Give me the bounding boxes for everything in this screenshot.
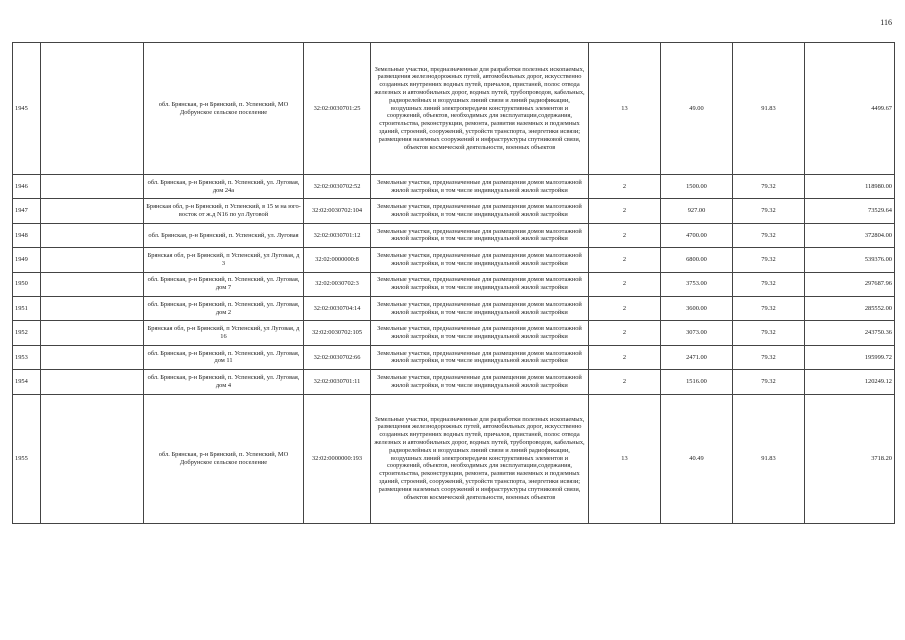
rate-cell: 79.32: [733, 370, 805, 394]
table-row: [13, 370, 895, 394]
cadastral-value-cell: 73529.64: [805, 199, 895, 223]
area-cell: 1500.00: [661, 175, 733, 199]
address-cell: обл. Брянская, р-н Брянский, п. Успенский, ул. Луговая, дом 11: [144, 345, 304, 369]
permitted-use-cell: Земельные участки, предназначенные для разработки полезных ископаемых, размещения железнодорожных путей, автомобильных дорог, искусственно созданных внутренних водных путей, причалов, пристаней, полос отвода железных и автомобильных дорог, водных путей, трубопроводов, кабельных, радиорелейных и воздушных линий связи и линий радиофикации, воздушных линий электропередачи конструктивных элементов и сооружений, объектов, необходимых для эксплуатации,содержания, строительства, реконструкции, ремонта, развития наземных и подземных зданий, строений, сооружений, устройств транспорта, энергетики исвязи; размещения наземных сооружений и инфраструктуры спутниковой связи, объектов космической деятельности, военных объектов: [371, 394, 589, 523]
cadastral-number-cell: 32:02:0030701:11: [304, 370, 371, 394]
cadastral-value-cell: 539376.00: [805, 248, 895, 272]
cadastral-number-cell: 32:02:0000000:193: [304, 394, 371, 523]
permitted-use-cell: Земельные участки, предназначенные для размещения домов малоэтажной жилой застройки, в том числе индивидуальной жилой застройки: [371, 175, 589, 199]
permitted-use-cell: Земельные участки, предназначенные для разработки полезных ископаемых, размещения железнодорожных путей, автомобильных дорог, искусственно созданных внутренних водных путей, причалов, пристаней, полос отвода железных и автомобильных дорог, водных путей, трубопроводов, кабельных, радиорелейных и воздушных линий связи и линий радиофикации, воздушных линий электропередачи конструктивных элементов и сооружений, объектов, необходимых для эксплуатации,содержания, строительства, реконструкции, ремонта, развития наземных и подземных зданий, строений, сооружений, устройств транспорта, энергетики исвязи; размещения наземных сооружений и инфраструктуры спутниковой связи, объектов космической деятельности, военных объектов: [371, 43, 589, 175]
cadastral-value-cell: 120249.12: [805, 370, 895, 394]
row-number: 1950: [13, 272, 41, 296]
row-number: 1949: [13, 248, 41, 272]
rate-cell: 79.32: [733, 199, 805, 223]
category-cell: 2: [589, 370, 661, 394]
category-cell: 2: [589, 223, 661, 247]
cadastral-number-cell: 32:02:0030702:104: [304, 199, 371, 223]
cadastral-value-cell: 243750.36: [805, 321, 895, 345]
address-cell: обл. Брянская, р-н Брянский, п. Успенский, МО Добрунское сельское поселение: [144, 394, 304, 523]
table-row: [13, 43, 895, 175]
row-number: 1948: [13, 223, 41, 247]
address-cell: обл. Брянская, р-н Брянский, п. Успенский, ул. Луговая: [144, 223, 304, 247]
blank-cell: [41, 199, 144, 223]
rate-cell: 79.32: [733, 321, 805, 345]
cadastral-value-cell: 3718.20: [805, 394, 895, 523]
category-cell: 2: [589, 272, 661, 296]
blank-cell: [41, 394, 144, 523]
table-row: [13, 321, 895, 345]
rate-cell: 79.32: [733, 248, 805, 272]
permitted-use-cell: Земельные участки, предназначенные для размещения домов малоэтажной жилой застройки, в том числе индивидуальной жилой застройки: [371, 272, 589, 296]
address-cell: обл. Брянская, р-н Брянский, п. Успенский, ул. Луговая, дом 4: [144, 370, 304, 394]
cadastral-value-cell: 118980.00: [805, 175, 895, 199]
row-number: 1954: [13, 370, 41, 394]
permitted-use-cell: Земельные участки, предназначенные для размещения домов малоэтажной жилой застройки, в том числе индивидуальной жилой застройки: [371, 248, 589, 272]
blank-cell: [41, 296, 144, 320]
category-cell: 13: [589, 394, 661, 523]
category-cell: 2: [589, 345, 661, 369]
area-cell: 3600.00: [661, 296, 733, 320]
area-cell: 1516.00: [661, 370, 733, 394]
blank-cell: [41, 248, 144, 272]
rate-cell: 91.83: [733, 394, 805, 523]
table-body: [13, 43, 895, 524]
blank-cell: [41, 272, 144, 296]
permitted-use-cell: Земельные участки, предназначенные для размещения домов малоэтажной жилой застройки, в том числе индивидуальной жилой застройки: [371, 296, 589, 320]
permitted-use-cell: Земельные участки, предназначенные для размещения домов малоэтажной жилой застройки, в том числе индивидуальной жилой застройки: [371, 345, 589, 369]
permitted-use-cell: Земельные участки, предназначенные для размещения домов малоэтажной жилой застройки, в том числе индивидуальной жилой застройки: [371, 370, 589, 394]
row-number: 1946: [13, 175, 41, 199]
rate-cell: 79.32: [733, 175, 805, 199]
blank-cell: [41, 370, 144, 394]
cadastral-number-cell: 32:02:0030701:25: [304, 43, 371, 175]
cadastral-value-cell: 372804.00: [805, 223, 895, 247]
table-row: [13, 248, 895, 272]
page-number: 116: [880, 18, 892, 27]
category-cell: 2: [589, 175, 661, 199]
rate-cell: 79.32: [733, 223, 805, 247]
table-row: [13, 223, 895, 247]
permitted-use-cell: Земельные участки, предназначенные для размещения домов малоэтажной жилой застройки, в том числе индивидуальной жилой застройки: [371, 199, 589, 223]
address-cell: Брянская обл, р-н Брянский, п Успенский, ул Луговая, д 16: [144, 321, 304, 345]
area-cell: 3753.00: [661, 272, 733, 296]
row-number: 1951: [13, 296, 41, 320]
table-row: [13, 175, 895, 199]
table-row: [13, 394, 895, 523]
area-cell: 927.00: [661, 199, 733, 223]
area-cell: 3073.00: [661, 321, 733, 345]
row-number: 1953: [13, 345, 41, 369]
rate-cell: 79.32: [733, 296, 805, 320]
address-cell: обл. Брянская, р-н Брянский, п. Успенский, МО Добрунское сельское поселение: [144, 43, 304, 175]
cadastral-number-cell: 32:02:0030701:12: [304, 223, 371, 247]
cadastral-value-cell: 297687.96: [805, 272, 895, 296]
cadastral-number-cell: 32:02:0030702:66: [304, 345, 371, 369]
category-cell: 2: [589, 199, 661, 223]
table-row: [13, 296, 895, 320]
table-row: [13, 345, 895, 369]
blank-cell: [41, 43, 144, 175]
category-cell: 2: [589, 248, 661, 272]
area-cell: 2471.00: [661, 345, 733, 369]
blank-cell: [41, 175, 144, 199]
address-cell: обл. Брянская, р-н Брянский, п. Успенский, ул. Луговая, дом 24а: [144, 175, 304, 199]
category-cell: 2: [589, 296, 661, 320]
cadastral-number-cell: 32:02:0000000:8: [304, 248, 371, 272]
blank-cell: [41, 345, 144, 369]
area-cell: 4700.00: [661, 223, 733, 247]
row-number: 1955: [13, 394, 41, 523]
area-cell: 49.00: [661, 43, 733, 175]
cadastral-number-cell: 32:02:0030702:52: [304, 175, 371, 199]
category-cell: 13: [589, 43, 661, 175]
table-row: [13, 199, 895, 223]
address-cell: Брянская обл, р-н Брянский, п Успенский, ул Луговая, д 3: [144, 248, 304, 272]
cadastral-number-cell: 32:02:0030702:105: [304, 321, 371, 345]
row-number: 1952: [13, 321, 41, 345]
table-row: [13, 272, 895, 296]
rate-cell: 79.32: [733, 345, 805, 369]
row-number: 1947: [13, 199, 41, 223]
address-cell: обл. Брянская, р-н Брянский, п. Успенский, ул. Луговая, дом 7: [144, 272, 304, 296]
address-cell: Брянская обл, р-н Брянский, п Успенский, в 15 м на юго-восток от ж.д N16 по ул Луговой: [144, 199, 304, 223]
address-cell: обл. Брянская, р-н Брянский, п. Успенский, ул. Луговая, дом 2: [144, 296, 304, 320]
category-cell: 2: [589, 321, 661, 345]
cadastral-value-cell: 195999.72: [805, 345, 895, 369]
cadastral-value-cell: 4499.67: [805, 43, 895, 175]
area-cell: 6800.00: [661, 248, 733, 272]
cadastral-value-cell: 285552.00: [805, 296, 895, 320]
rate-cell: 91.83: [733, 43, 805, 175]
blank-cell: [41, 223, 144, 247]
row-number: 1945: [13, 43, 41, 175]
permitted-use-cell: Земельные участки, предназначенные для размещения домов малоэтажной жилой застройки, в том числе индивидуальной жилой застройки: [371, 321, 589, 345]
rate-cell: 79.32: [733, 272, 805, 296]
blank-cell: [41, 321, 144, 345]
land-registry-table: [12, 42, 895, 524]
cadastral-number-cell: 32:02:0030702:3: [304, 272, 371, 296]
permitted-use-cell: Земельные участки, предназначенные для размещения домов малоэтажной жилой застройки, в том числе индивидуальной жилой застройки: [371, 223, 589, 247]
area-cell: 40.49: [661, 394, 733, 523]
cadastral-number-cell: 32:02:0030704:14: [304, 296, 371, 320]
